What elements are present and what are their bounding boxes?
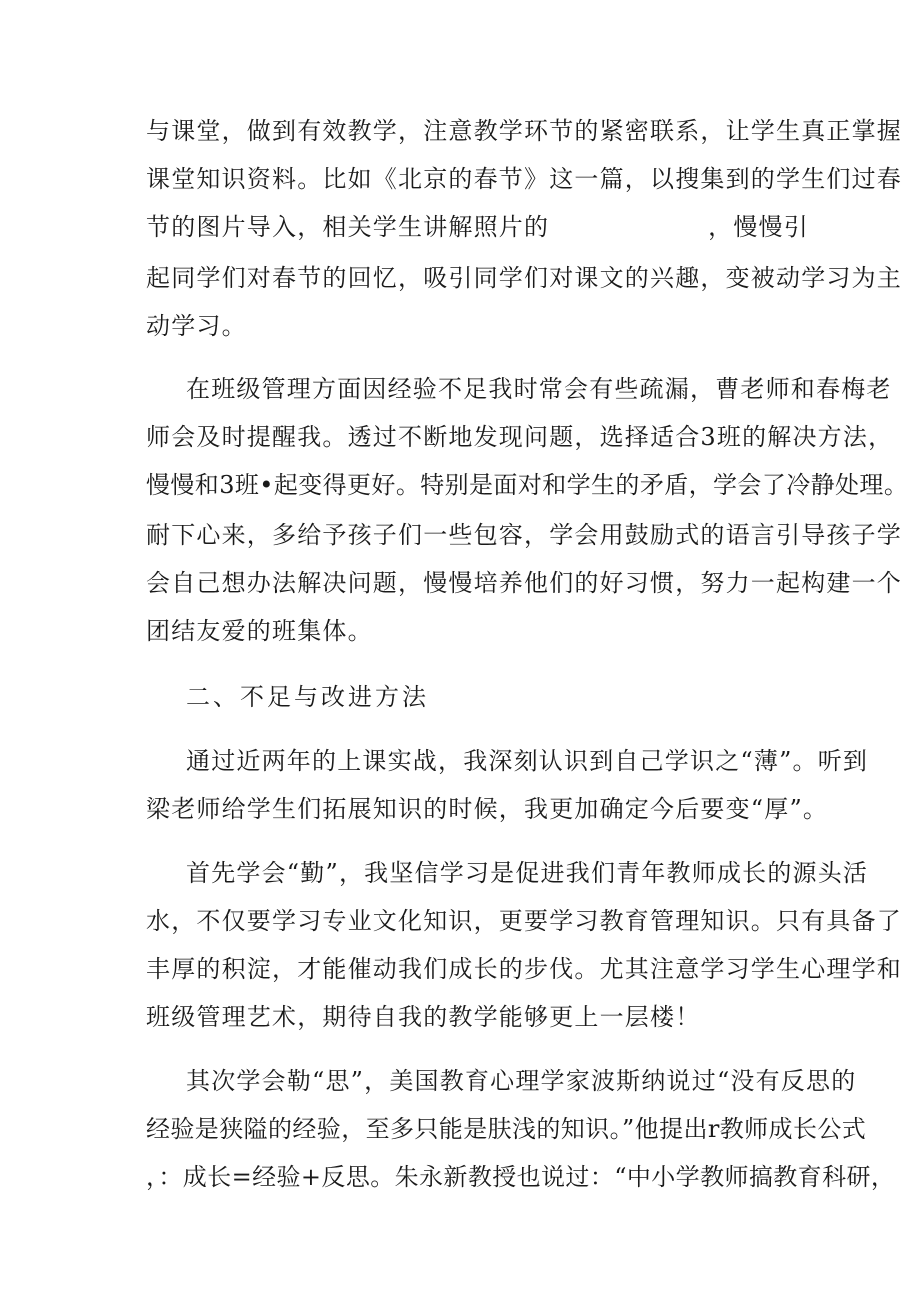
paragraph-2-line-2: 师会及时提醒我。透过不断地发现问题，选择适合3班的解决方法， [146, 423, 894, 451]
paragraph-1-line-5: 动学习。 [146, 312, 247, 340]
paragraph-4-line-2: 水，不仅要学习专业文化知识，更要学习教育管理知识。只有具备了 [146, 907, 902, 935]
paragraph-5-line-1: 其次学会勒“思”，美国教育心理学家波斯纳说过“没有反思的 [186, 1067, 857, 1095]
paragraph-4-line-1: 首先学会“勤”，我坚信学习是促进我们青年教师成长的源头活 [186, 859, 869, 887]
paragraph-3-line-2: 梁老师给学生们拓展知识的时候，我更加确定今后要变“厚”。 [146, 795, 829, 823]
paragraph-2-line-6: 团结友爱的班集体。 [146, 617, 373, 645]
paragraph-2-line-1: 在班级管理方面因经验不足我时常会有些疏漏，曹老师和春梅老 [186, 375, 892, 403]
paragraph-1-line-2: 课堂知识资料。比如《北京的春节》这一篇，以搜集到的学生们过春 [146, 165, 902, 193]
paragraph-4-line-4: 班级管理艺术，期待自我的教学能够更上一层楼！ [146, 1003, 701, 1031]
paragraph-1-line-4: 起同学们对春节的回忆，吸引同学们对课文的兴趣，变被动学习为主 [146, 264, 902, 292]
paragraph-5-line-2: 经验是狭隘的经验，至多只能是肤浅的知识。”他提出r教师成长公式 [146, 1115, 867, 1143]
paragraph-1-line-1: 与课堂，做到有效教学，注意教学环节的紧密联系，让学生真正掌握 [146, 117, 902, 145]
paragraph-2-line-5: 会自己想办法解决问题，慢慢培养他们的好习惯，努力一起构建一个 [146, 569, 902, 597]
section-heading: 二、不足与改进方法 [186, 683, 429, 711]
paragraph-2-line-4: 耐下心来，多给予孩子们一些包容，学会用鼓励式的语言引导孩子学 [146, 521, 902, 549]
paragraph-5-line-3: ，：成长=经验+反思。朱永新教授也说过：“中小学教师搞教育科研， [146, 1163, 896, 1191]
paragraph-3-line-1: 通过近两年的上课实战，我深刻认识到自己学识之“薄”。听到 [186, 747, 869, 775]
paragraph-4-line-3: 丰厚的积淀，才能催动我们成长的步伐。尤其注意学习学生心理学和 [146, 955, 902, 983]
paragraph-1-line-3: 节的图片导入，相关学生讲解照片的 ，慢慢引 [146, 213, 809, 241]
paragraph-2-line-3: 慢慢和3班•起变得更好。特别是面对和学生的矛盾，学会了冷静处理。 [146, 471, 909, 499]
